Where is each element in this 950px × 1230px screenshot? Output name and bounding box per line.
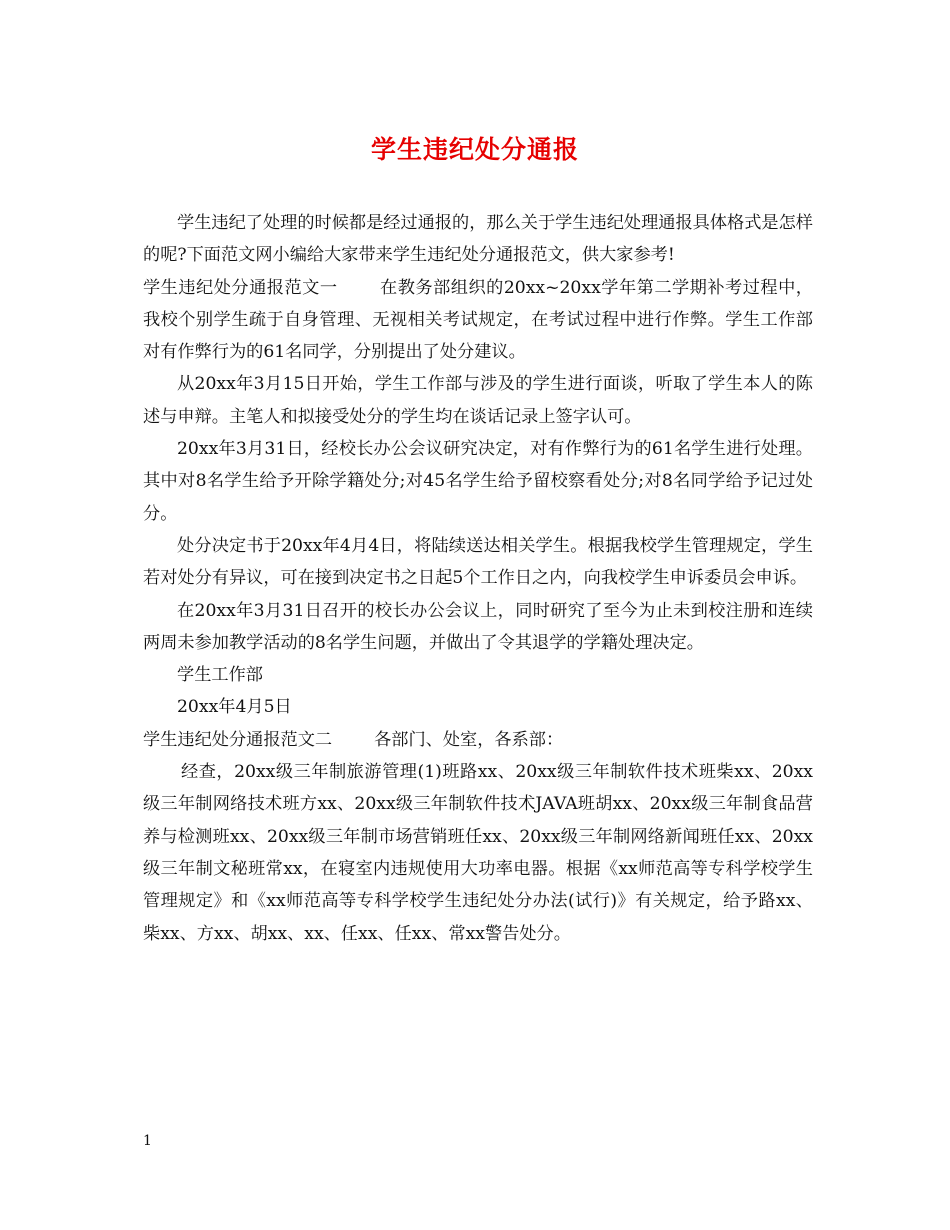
sample2-addressee: 各部门、处室，各系部：: [374, 729, 564, 750]
sample2-heading-line: [143, 724, 813, 756]
intro-paragraph: 学生违纪了处理的时候都是经过通报的，那么关于学生违纪处理通报具体格式是怎样的呢?下面范文网小编给大家带来学生违纪处分通报范文，供大家参考!: [143, 213, 813, 266]
sample1-paragraph: 20xx年3月31日，经校长办公会议研究决定，对有作弊行为的61名学生进行处理。其中对8名学生给予开除学籍处分;对45名学生给予留校察看处分;对8名同学给予记过处分。: [143, 439, 813, 524]
page-number: 1: [143, 1133, 152, 1149]
sample1-first-text: 在教务部组织的20xx~20xx学年第二学期补考过程中，我校个别学生疏于自身管理、无视相关考试规定，在考试过程中进行作弊。学生工作部对有作弊行为的61名同学，分别提出了处分建议。: [143, 277, 813, 363]
document-body: [143, 207, 813, 950]
sample1-first-paragraph: [143, 272, 813, 369]
sample2-paragraph: 经查，20xx级三年制旅游管理(1)班路xx、20xx级三年制软件技术班柴xx、20xx级三年制网络技术班方xx、20xx级三年制软件技术JAVA班胡xx、20xx级三年制食品营养与检测班xx、20xx级三年制市场营销班任xx、20xx级三年制网络新闻班任xx、20xx级三年制文秘班常xx，在寝室内违规使用大功率电器。根据《xx师范高等专科学校学生管理规定》和《xx师范高等专科学校学生违纪处分办法(试行)》有关规定，给予路xx、柴xx、方xx、胡xx、xx、任xx、任xx、常xx警告处分。: [143, 762, 813, 944]
sample1-heading: 学生违纪处分通报范文一: [143, 277, 338, 298]
document-title: 学生违纪处分通报: [370, 135, 579, 164]
sample2-heading: 学生违纪处分通报范文二: [143, 729, 333, 750]
sample1-paragraph: 在20xx年3月31日召开的校长办公会议上，同时研究了至今为止未到校注册和连续两周未参加教学活动的8名学生问题，并做出了令其退学的学籍处理决定。: [143, 600, 813, 653]
sample1-paragraph: 处分决定书于20xx年4月4日，将陆续送达相关学生。根据我校学生管理规定，学生若对处分有异议，可在接到决定书之日起5个工作日之内，向我校学生申诉委员会申诉。: [143, 535, 813, 589]
sample1-signature: 学生工作部: [177, 665, 263, 686]
sample1-date: 20xx年4月5日: [177, 697, 292, 718]
sample1-paragraph: 从20xx年3月15日开始，学生工作部与涉及的学生进行面谈，听取了学生本人的陈述与申辩。主笔人和拟接受处分的学生均在谈话记录上签字认可。: [143, 374, 813, 427]
